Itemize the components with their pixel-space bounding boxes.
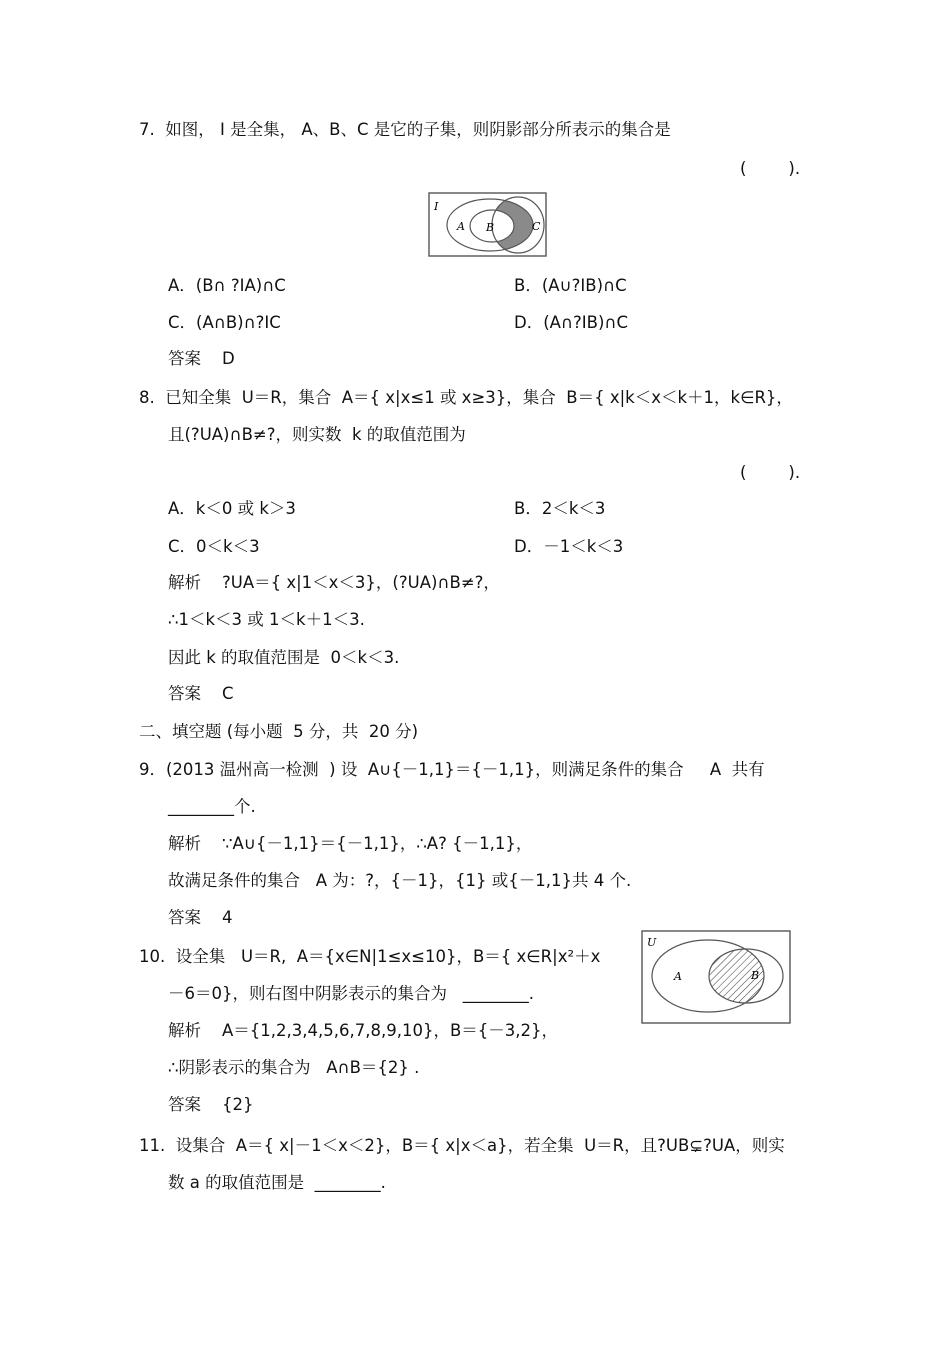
q9-stem-line2: ________个.	[168, 797, 256, 816]
q10-stem-line2: －6＝0}，则右图中阴影表示的集合为 ________.	[168, 984, 534, 1003]
q10-venn-diagram	[641, 930, 793, 1026]
venn10-label-a: A	[674, 970, 682, 983]
q11-stem-line2: 数 a 的取值范围是 ________.	[168, 1173, 386, 1192]
q7-option-a: A．(B∩ ?IA)∩C	[168, 276, 286, 295]
q11-stem-line1: 11. 设集合 A＝{ x|－1＜x＜2}，B＝{ x|x＜a}，若全集 U＝R，且?UB⊊?UA，则实	[139, 1136, 785, 1155]
q8-option-b: B．2＜k＜3	[514, 499, 606, 518]
q8-option-d: D．－1＜k＜3	[514, 537, 624, 556]
q7-answer-paren: ( ).	[740, 159, 801, 178]
q8-analysis-line3: 因此 k 的取值范围是 0＜k＜3.	[168, 648, 400, 667]
venn7-label-i: I	[434, 200, 439, 213]
q8-analysis-line1: 解析 ?UA＝{ x|1＜x＜3}，(?UA)∩B≠?，	[168, 573, 500, 592]
q10-answer: 答案 {2}	[168, 1095, 254, 1114]
q8-option-a: A．k＜0 或 k＞3	[168, 499, 296, 518]
q8-stem-line1: 8. 已知全集 U＝R，集合 A＝{ x|x≤1 或 x≥3}，集合 B＝{ x|k＜x＜k＋1，k∈R}，	[139, 388, 793, 407]
q10-stem-line1: 10. 设全集 U＝R, A＝{x∈N|1≤x≤10}，B＝{ x∈R|x²＋x	[139, 947, 601, 966]
q8-stem-line2: 且(?UA)∩B≠?，则实数 k 的取值范围为	[168, 425, 466, 444]
q7-option-d: D．(A∩?IB)∩C	[514, 313, 628, 332]
venn7-label-a: A	[457, 220, 465, 233]
q7-option-b: B．(A∪?IB)∩C	[514, 276, 627, 295]
q10-analysis-line1: 解析 A＝{1,2,3,4,5,6,7,8,9,10}，B＝{－3,2}，	[168, 1021, 558, 1040]
venn7-label-c: C	[532, 220, 541, 233]
q9-answer: 答案 4	[168, 908, 233, 927]
q9-analysis-line1: 解析 ∵A∪{－1,1}＝{－1,1}，∴A? {－1,1}，	[168, 834, 533, 853]
venn10-label-u: U	[647, 936, 657, 949]
q9-stem-line1: 9．(2013 温州高一检测 ) 设 A∪{－1,1}＝{－1,1}，则满足条件的集合 A 共有	[139, 760, 765, 779]
q8-option-c: C．0＜k＜3	[168, 537, 260, 556]
q8-answer: 答案 C	[168, 684, 234, 703]
q7-option-c: C．(A∩B)∩?IC	[168, 313, 281, 332]
venn10-label-b: B	[751, 969, 760, 982]
q7-answer: 答案 D	[168, 349, 235, 368]
q7-stem: 7. 如图， I 是全集， A、B、C 是它的子集，则阴影部分所表示的集合是	[139, 120, 671, 139]
q10-analysis-line2: ∴阴影表示的集合为 A∩B＝{2} .	[168, 1058, 420, 1077]
q9-analysis-line2: 故满足条件的集合 A 为：?，{－1}，{1} 或{－1,1}共 4 个.	[168, 871, 632, 890]
section-fill-in-heading: 二、填空题 (每小题 5 分，共 20 分)	[139, 722, 419, 741]
q7-venn-diagram	[428, 192, 548, 258]
venn7-label-b: B	[486, 221, 495, 234]
q8-analysis-line2: ∴1＜k＜3 或 1＜k＋1＜3.	[168, 610, 365, 629]
q8-answer-paren: ( ).	[740, 463, 801, 482]
